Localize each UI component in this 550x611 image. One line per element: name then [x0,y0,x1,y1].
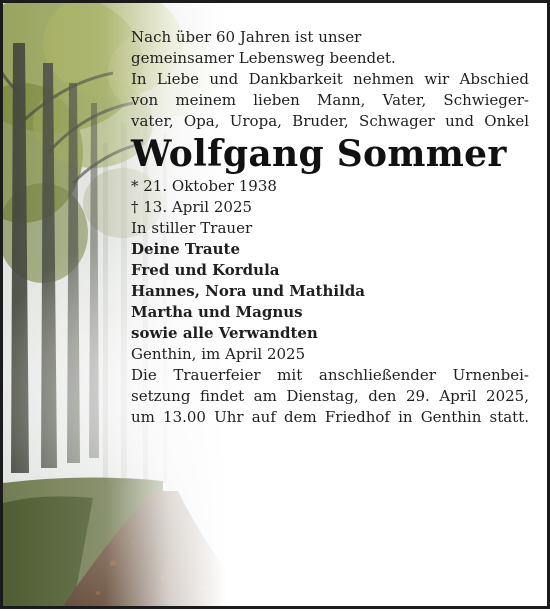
funeral-info [131,365,529,428]
mourner-name: Deine Traute [131,240,240,258]
mourners-intro: In stiller Trauer [131,219,253,237]
birth-date: * 21. Oktober 1938 [131,177,277,195]
farewell-text [131,69,529,132]
notice-text [131,27,529,428]
life-dates [131,176,529,218]
intro-text [131,27,529,69]
funeral-line-3: um 13.00 Uhr auf dem Friedhof in Genthin statt. [131,408,529,426]
death-date: † 13. April 2025 [131,198,253,216]
place-date [131,344,529,365]
funeral-line-2: setzung findet am Dienstag, den 29. April 2025, [131,387,529,405]
mourner-name: Hannes, Nora und Mathilda [131,282,365,300]
mourner-name: Martha und Magnus [131,303,303,321]
place-date-text: Genthin, im April 2025 [131,345,306,363]
intro-line-2: gemeinsamer Lebensweg beendet. [131,49,396,67]
farewell-line-1: In Liebe und Dankbarkeit nehmen wir Abschied [131,70,529,88]
mourner-name: Fred und Kordula [131,261,280,279]
funeral-line-1: Die Trauerfeier mit anschließender Urnenbei- [131,366,529,384]
intro-line-1: Nach über 60 Jahren ist unser [131,28,362,46]
farewell-line-2: von meinem lieben Mann, Vater, Schwieger- [131,91,529,109]
mourners-list [131,218,529,344]
farewell-line-3: vater, Opa, Uropa, Bruder, Schwager und Onkel [131,112,529,130]
deceased-name: Wolfgang Sommer [131,133,507,175]
mourner-name: sowie alle Verwandten [131,324,318,342]
